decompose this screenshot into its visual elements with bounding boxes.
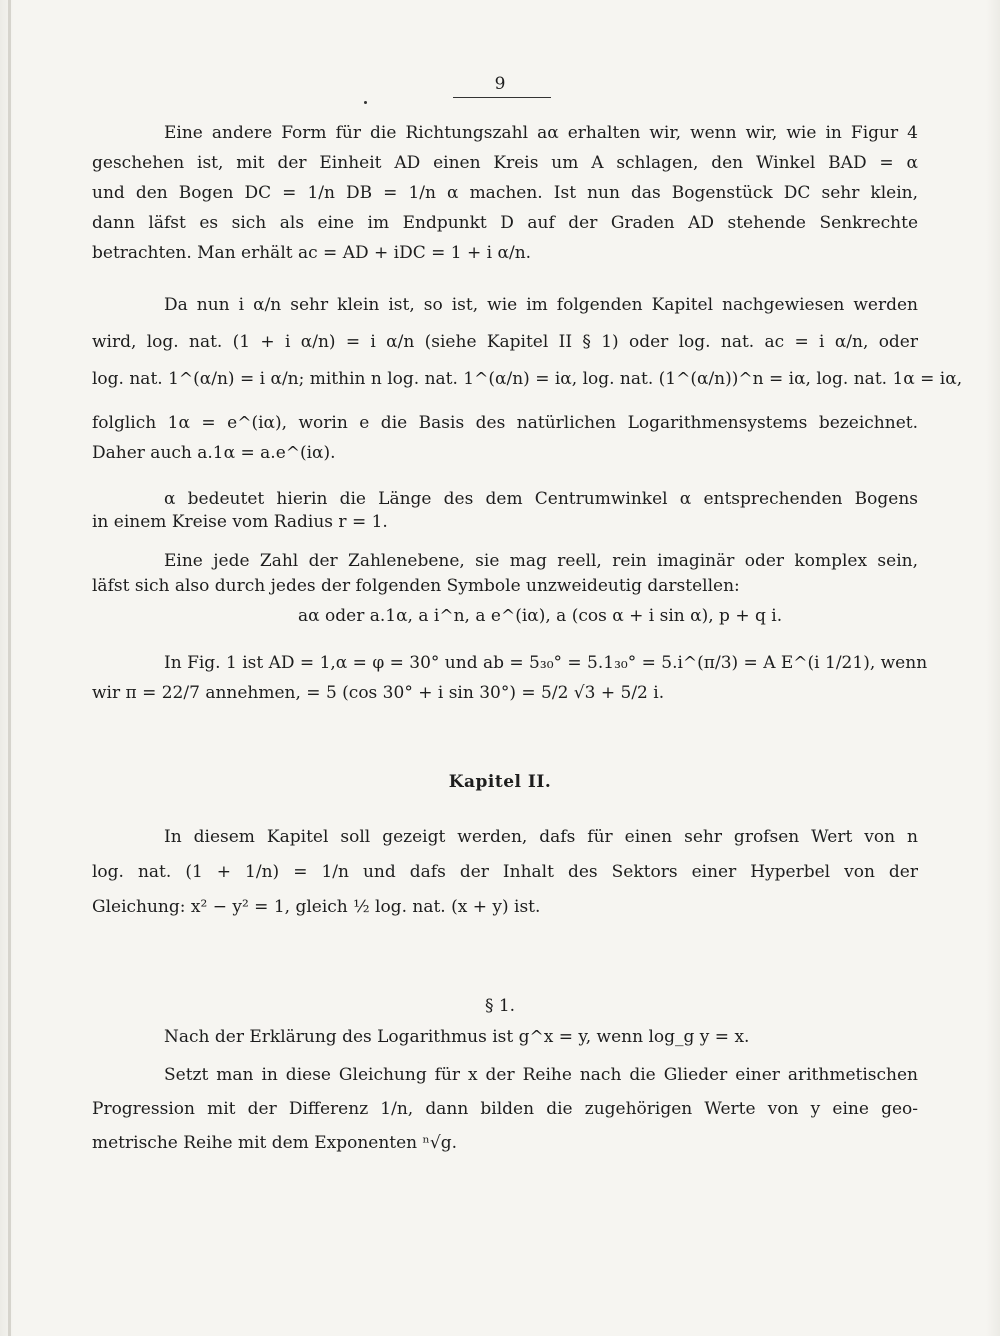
paragraph-6 bbox=[92, 822, 918, 922]
section-heading: § 1. bbox=[484, 996, 516, 1016]
chapter-heading: Kapitel II. bbox=[448, 772, 552, 792]
text-line: Daher auch a.1α = a.e^(iα). bbox=[92, 443, 336, 463]
text-line: Progression mit der Differenz 1/n, dann bilden die zugehörigen Werte von y eine geo- bbox=[92, 1099, 918, 1119]
paragraph-8 bbox=[92, 1060, 918, 1158]
text-line: α bedeutet hierin die Länge des dem Centrumwinkel α entsprechenden Bogens bbox=[164, 489, 918, 509]
text-line: Eine andere Form für die Richtungszahl aα erhalten wir, wenn wir, wie in Figur 4 bbox=[164, 123, 918, 143]
text-line: In diesem Kapitel soll gezeigt werden, dafs für einen sehr grofsen Wert von n bbox=[164, 827, 918, 847]
paragraph-5 bbox=[92, 648, 928, 708]
text-line: läfst sich also durch jedes der folgenden Symbole unzweideutig darstellen: bbox=[92, 576, 740, 596]
text-line: Nach der Erklärung des Logarithmus ist g^x = y, wenn log_g y = x. bbox=[164, 1027, 750, 1047]
paragraph-2 bbox=[92, 290, 963, 468]
paragraph-4 bbox=[92, 546, 918, 601]
text-line: In Fig. 1 ist AD = 1,α = φ = 30° und ab = 5₃₀° = 5.1₃₀° = 5.i^(π/3) = A E^(i 1/21), wenn bbox=[164, 653, 928, 673]
text-line: log. nat. 1^(α/n) = i α/n; mithin n log. nat. 1^(α/n) = iα, log. nat. (1^(α/n))^n = iα, log. nat. 1α = iα, bbox=[92, 369, 963, 389]
paragraph-3 bbox=[92, 484, 918, 537]
text-line: Gleichung: x² − y² = 1, gleich ½ log. nat. (x + y) ist. bbox=[92, 897, 541, 917]
paragraph-7 bbox=[92, 1022, 918, 1052]
text-line: folglich 1α = e^(iα), worin e die Basis des natürlichen Logarithmensystems bezeichnet. bbox=[92, 413, 918, 433]
header-rule bbox=[453, 97, 551, 98]
text-line: log. nat. (1 + 1/n) = 1/n und dafs der Inhalt des Sektors einer Hyperbel von der bbox=[92, 862, 918, 882]
text-line: metrische Reihe mit dem Exponenten ⁿ√g. bbox=[92, 1133, 457, 1153]
text-line: wir π = 22/7 annehmen, = 5 (cos 30° + i sin 30°) = 5/2 √3 + 5/2 i. bbox=[92, 683, 665, 703]
text-line: geschehen ist, mit der Einheit AD einen Kreis um A schlagen, den Winkel BAD = α bbox=[92, 153, 918, 173]
paragraph-1 bbox=[92, 118, 918, 268]
page-number: 9 bbox=[494, 74, 506, 94]
page-edge bbox=[8, 0, 11, 1336]
text-line: und den Bogen DC = 1/n DB = 1/n α machen. Ist nun das Bogenstück DC sehr klein, bbox=[92, 183, 918, 203]
header-dot bbox=[364, 101, 367, 104]
text-line: Setzt man in diese Gleichung für x der Reihe nach die Glieder einer arithmetischen bbox=[164, 1065, 918, 1085]
symbol-formula: aα oder a.1α, a i^n, a e^(iα), a (cos α + i sin α), p + q i. bbox=[298, 606, 783, 626]
text-line: betrachten. Man erhält ac = AD + iDC = 1 + i α/n. bbox=[92, 243, 532, 263]
text-line: Eine jede Zahl der Zahlenebene, sie mag reell, rein imaginär oder komplex sein, bbox=[164, 551, 918, 571]
text-line: in einem Kreise vom Radius r = 1. bbox=[92, 512, 388, 532]
text-line: dann läfst es sich als eine im Endpunkt D auf der Graden AD stehende Senkrechte bbox=[92, 213, 918, 233]
text-line: wird, log. nat. (1 + i α/n) = i α/n (siehe Kapitel II § 1) oder log. nat. ac = i α/n, oder bbox=[92, 332, 918, 352]
text-line: Da nun i α/n sehr klein ist, so ist, wie im folgenden Kapitel nachgewiesen werden bbox=[164, 295, 918, 315]
